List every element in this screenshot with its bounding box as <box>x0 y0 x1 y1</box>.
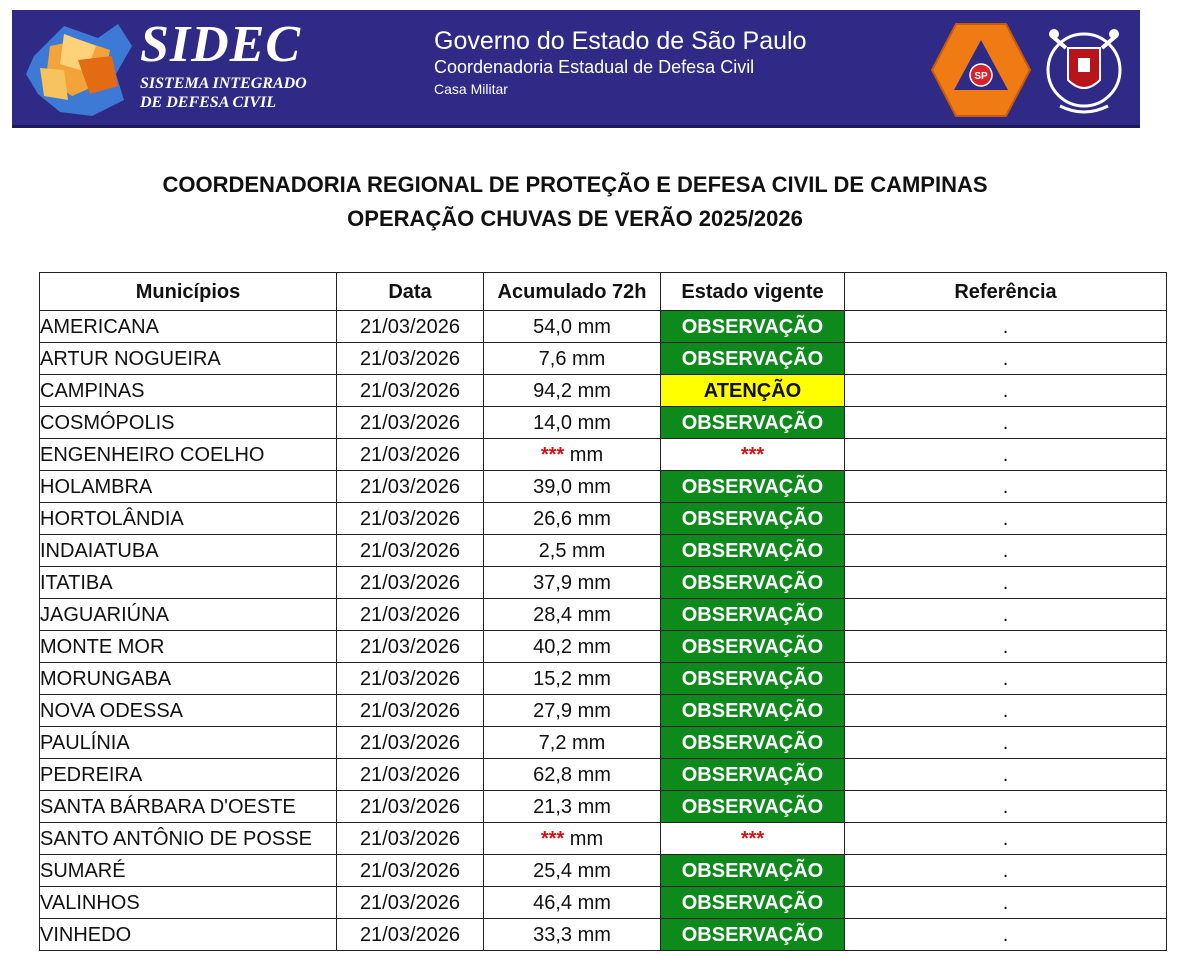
cell-referencia: . <box>845 855 1167 887</box>
cell-data: 21/03/2026 <box>337 695 484 727</box>
cell-estado: OBSERVAÇÃO <box>661 407 845 439</box>
cell-estado: OBSERVAÇÃO <box>661 759 845 791</box>
cell-municipio: MORUNGABA <box>40 663 337 695</box>
table-row <box>40 567 1167 599</box>
rainfall-table <box>39 272 1167 951</box>
table-row <box>40 791 1167 823</box>
government-title: Governo do Estado de São Paulo <box>434 27 807 55</box>
cell-referencia: . <box>845 791 1167 823</box>
cell-acumulado: 37,9 mm <box>484 567 661 599</box>
acumulado-missing-marker: *** <box>540 443 565 466</box>
cell-data: 21/03/2026 <box>337 887 484 919</box>
cell-municipio: JAGUARIÚNA <box>40 599 337 631</box>
cell-municipio: HOLAMBRA <box>40 471 337 503</box>
cell-data: 21/03/2026 <box>337 759 484 791</box>
cell-data: 21/03/2026 <box>337 663 484 695</box>
cell-acumulado: 25,4 mm <box>484 855 661 887</box>
cell-municipio: AMERICANA <box>40 311 337 343</box>
cell-estado: *** <box>661 439 845 471</box>
table-row <box>40 887 1167 919</box>
cell-estado: OBSERVAÇÃO <box>661 887 845 919</box>
table-row <box>40 375 1167 407</box>
acumulado-unit: mm <box>569 443 604 466</box>
acumulado-missing-marker: *** <box>540 827 565 850</box>
cell-data: 21/03/2026 <box>337 567 484 599</box>
cell-referencia: . <box>845 503 1167 535</box>
cell-data: 21/03/2026 <box>337 375 484 407</box>
table-row <box>40 471 1167 503</box>
table-row <box>40 919 1167 951</box>
cell-estado: OBSERVAÇÃO <box>661 727 845 759</box>
table-row <box>40 343 1167 375</box>
brand-subtitle-1: SISTEMA INTEGRADO <box>140 75 307 92</box>
cell-municipio: SANTO ANTÔNIO DE POSSE <box>40 823 337 855</box>
table-row <box>40 855 1167 887</box>
cell-data: 21/03/2026 <box>337 919 484 951</box>
cell-municipio: ITATIBA <box>40 567 337 599</box>
cell-estado: OBSERVAÇÃO <box>661 695 845 727</box>
cell-referencia: . <box>845 695 1167 727</box>
government-unit: Casa Militar <box>434 81 508 97</box>
cell-acumulado <box>484 439 661 471</box>
cell-referencia: . <box>845 535 1167 567</box>
cell-data: 21/03/2026 <box>337 631 484 663</box>
cell-estado: OBSERVAÇÃO <box>661 791 845 823</box>
cell-acumulado: 46,4 mm <box>484 887 661 919</box>
cell-municipio: SUMARÉ <box>40 855 337 887</box>
cell-estado: OBSERVAÇÃO <box>661 503 845 535</box>
table-row <box>40 407 1167 439</box>
cell-estado: *** <box>661 823 845 855</box>
cell-referencia: . <box>845 567 1167 599</box>
cell-acumulado: 39,0 mm <box>484 471 661 503</box>
header-banner <box>12 10 1140 128</box>
cell-estado: OBSERVAÇÃO <box>661 535 845 567</box>
header-referencia: Referência <box>845 273 1167 311</box>
cell-municipio: MONTE MOR <box>40 631 337 663</box>
casa-militar-crest-icon <box>1042 18 1126 122</box>
report-title-line-1: COORDENADORIA REGIONAL DE PROTEÇÃO E DEFESA CIVIL DE CAMPINAS <box>162 172 988 197</box>
cell-referencia: . <box>845 663 1167 695</box>
report-titles <box>0 168 1150 236</box>
cell-municipio: NOVA ODESSA <box>40 695 337 727</box>
cell-referencia: . <box>845 407 1167 439</box>
cell-acumulado: 40,2 mm <box>484 631 661 663</box>
cell-data: 21/03/2026 <box>337 407 484 439</box>
cell-referencia: . <box>845 631 1167 663</box>
cell-municipio: VALINHOS <box>40 887 337 919</box>
cell-referencia: . <box>845 439 1167 471</box>
brand-subtitle-2: DE DEFESA CIVIL <box>140 94 277 111</box>
acumulado-unit: mm <box>569 827 604 850</box>
cell-estado: ATENÇÃO <box>661 375 845 407</box>
defesa-civil-hexagon-icon <box>930 20 1032 120</box>
cell-data: 21/03/2026 <box>337 343 484 375</box>
cell-referencia: . <box>845 343 1167 375</box>
brand-name: SIDEC <box>140 16 302 73</box>
header-estado-vigente: Estado vigente <box>661 273 845 311</box>
table-row <box>40 535 1167 567</box>
cell-municipio: VINHEDO <box>40 919 337 951</box>
table-row <box>40 823 1167 855</box>
cell-acumulado: 26,6 mm <box>484 503 661 535</box>
cell-acumulado: 54,0 mm <box>484 311 661 343</box>
dc-emblem-label: SP <box>974 71 988 82</box>
cell-acumulado: 27,9 mm <box>484 695 661 727</box>
cell-referencia: . <box>845 823 1167 855</box>
cell-municipio: INDAIATUBA <box>40 535 337 567</box>
cell-municipio: PEDREIRA <box>40 759 337 791</box>
cell-referencia: . <box>845 759 1167 791</box>
cell-municipio: ARTUR NOGUEIRA <box>40 343 337 375</box>
header-municipios: Municípios <box>40 273 337 311</box>
cell-referencia: . <box>845 599 1167 631</box>
cell-acumulado: 94,2 mm <box>484 375 661 407</box>
cell-municipio: CAMPINAS <box>40 375 337 407</box>
cell-acumulado <box>484 823 661 855</box>
cell-referencia: . <box>845 471 1167 503</box>
cell-referencia: . <box>845 375 1167 407</box>
cell-acumulado: 21,3 mm <box>484 791 661 823</box>
cell-estado: OBSERVAÇÃO <box>661 567 845 599</box>
cell-acumulado: 7,2 mm <box>484 727 661 759</box>
cell-estado: OBSERVAÇÃO <box>661 919 845 951</box>
table-row <box>40 695 1167 727</box>
table-row <box>40 311 1167 343</box>
cell-referencia: . <box>845 919 1167 951</box>
cell-estado: OBSERVAÇÃO <box>661 599 845 631</box>
government-block <box>434 26 807 99</box>
cell-acumulado: 14,0 mm <box>484 407 661 439</box>
cell-data: 21/03/2026 <box>337 791 484 823</box>
cell-referencia: . <box>845 887 1167 919</box>
table-header-row <box>40 273 1167 311</box>
cell-estado: OBSERVAÇÃO <box>661 311 845 343</box>
cell-estado: OBSERVAÇÃO <box>661 471 845 503</box>
cell-referencia: . <box>845 727 1167 759</box>
cell-data: 21/03/2026 <box>337 599 484 631</box>
cell-data: 21/03/2026 <box>337 535 484 567</box>
cell-municipio: HORTOLÂNDIA <box>40 503 337 535</box>
report-title-line-2: OPERAÇÃO CHUVAS DE VERÃO 2025/2026 <box>347 206 803 231</box>
table-row <box>40 599 1167 631</box>
table-row <box>40 503 1167 535</box>
cell-data: 21/03/2026 <box>337 439 484 471</box>
cell-data: 21/03/2026 <box>337 311 484 343</box>
cell-acumulado: 62,8 mm <box>484 759 661 791</box>
cell-referencia: . <box>845 311 1167 343</box>
cell-municipio: PAULÍNIA <box>40 727 337 759</box>
cell-estado: OBSERVAÇÃO <box>661 343 845 375</box>
cell-estado: OBSERVAÇÃO <box>661 855 845 887</box>
cell-estado: OBSERVAÇÃO <box>661 663 845 695</box>
header-data: Data <box>337 273 484 311</box>
table-row <box>40 631 1167 663</box>
cell-municipio: SANTA BÁRBARA D'OESTE <box>40 791 337 823</box>
cell-acumulado: 2,5 mm <box>484 535 661 567</box>
sidec-map-logo-icon <box>20 16 140 122</box>
cell-data: 21/03/2026 <box>337 471 484 503</box>
table-row <box>40 439 1167 471</box>
cell-acumulado: 28,4 mm <box>484 599 661 631</box>
cell-acumulado: 15,2 mm <box>484 663 661 695</box>
cell-municipio: COSMÓPOLIS <box>40 407 337 439</box>
table-row <box>40 727 1167 759</box>
cell-data: 21/03/2026 <box>337 727 484 759</box>
table-row <box>40 759 1167 791</box>
cell-acumulado: 33,3 mm <box>484 919 661 951</box>
cell-data: 21/03/2026 <box>337 823 484 855</box>
government-subtitle: Coordenadoria Estadual de Defesa Civil <box>434 57 755 77</box>
brand-block <box>140 16 307 112</box>
table-row <box>40 663 1167 695</box>
cell-data: 21/03/2026 <box>337 503 484 535</box>
cell-data: 21/03/2026 <box>337 855 484 887</box>
cell-estado: OBSERVAÇÃO <box>661 631 845 663</box>
cell-municipio: ENGENHEIRO COELHO <box>40 439 337 471</box>
header-acumulado-72h: Acumulado 72h <box>484 273 661 311</box>
cell-acumulado: 7,6 mm <box>484 343 661 375</box>
